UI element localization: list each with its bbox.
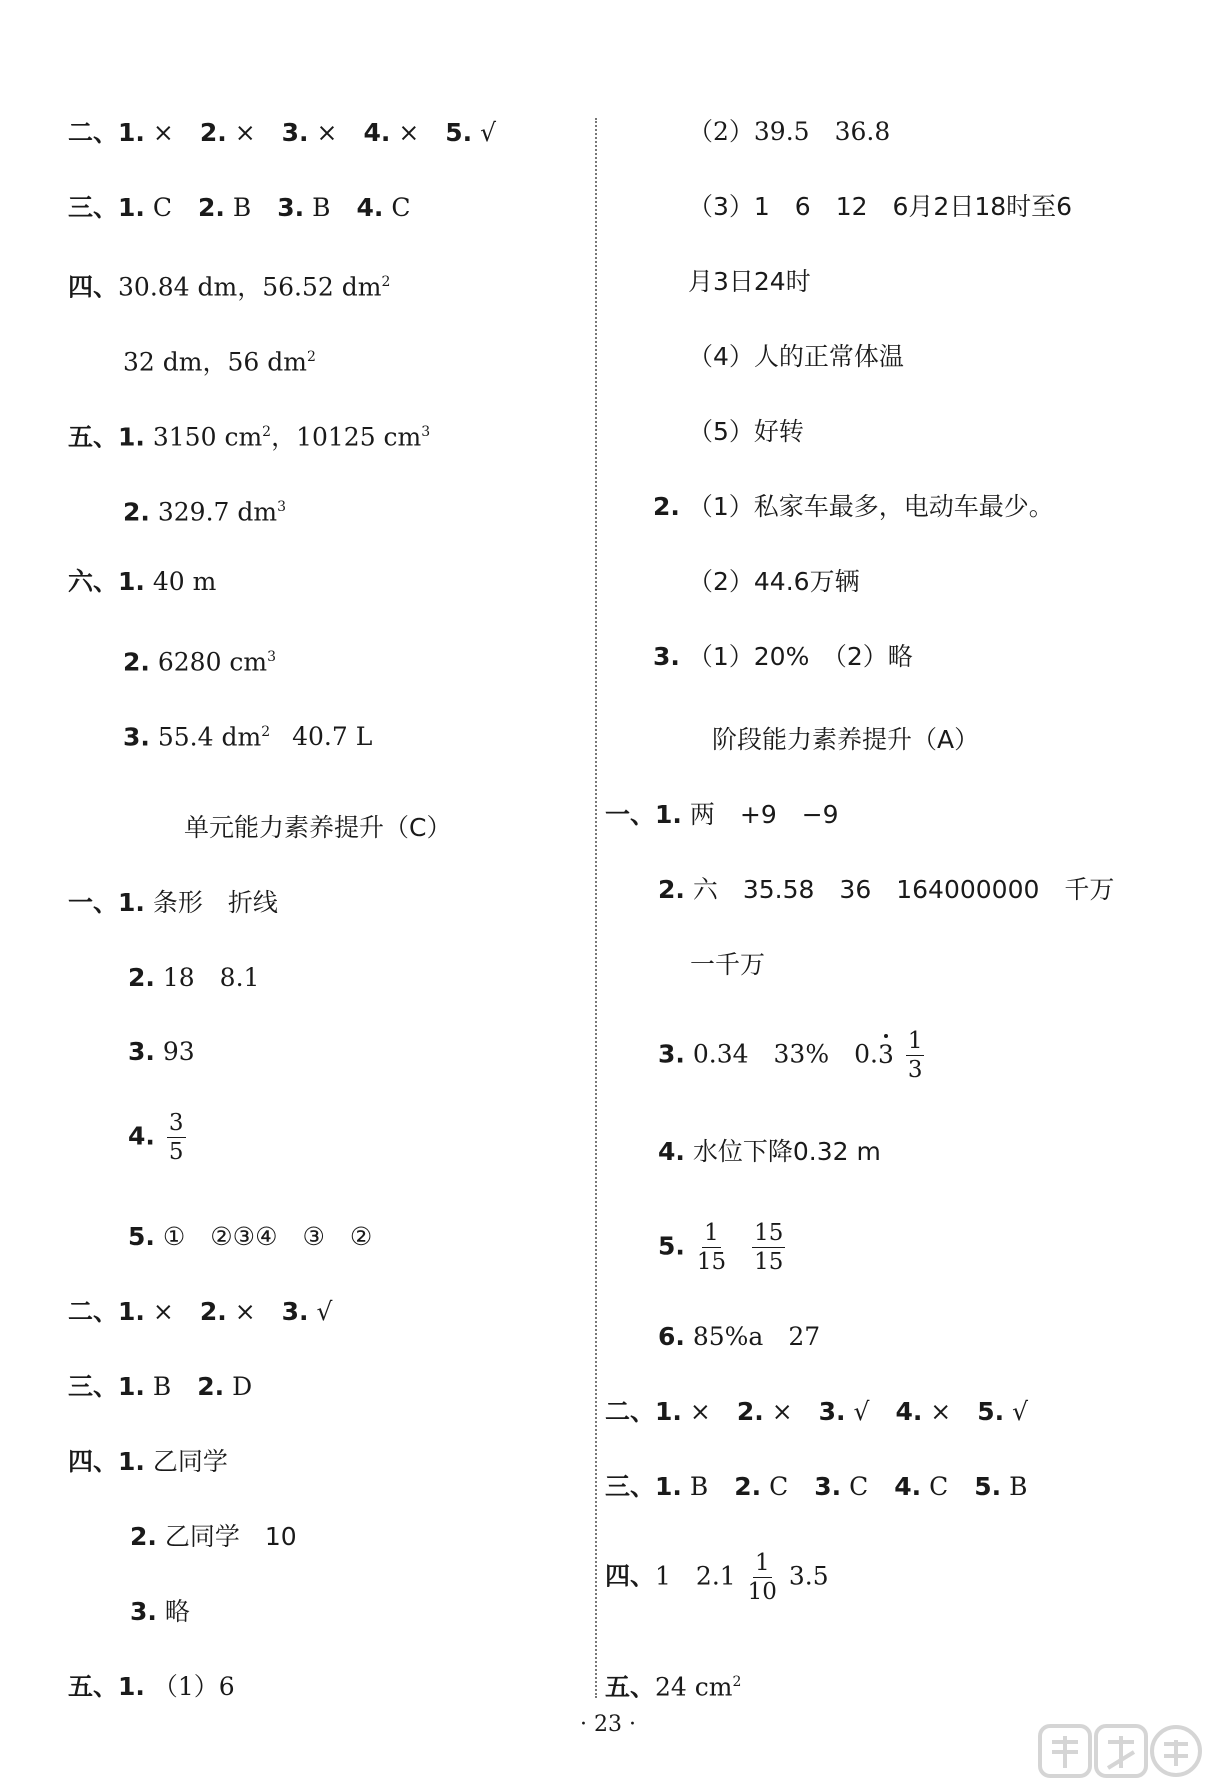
right-row-11: 一千万 <box>690 950 766 979</box>
section-marker: 二、 <box>68 118 119 147</box>
page-number: · 23 · <box>580 1712 636 1737</box>
repeating-decimal-digit: 3 <box>877 1039 894 1069</box>
left-row-17: 四、1. 乙同学 <box>68 1447 228 1476</box>
left-row-7: 六、1. 40 m <box>68 567 217 596</box>
left-row-15: 二、1. × 2. × 3. √ <box>68 1297 333 1326</box>
right-row-12: 3. 0.34 33% 0.3 $\frac{1}{3}$ <box>658 1028 923 1083</box>
left-row-8: 2. 6280 $cm^3$ <box>123 647 277 677</box>
right-row-14: 5. $\frac{1}{15}$ $\frac{15}{15}$ <box>658 1220 784 1275</box>
left-row-6: 2. 329.7 $dm^3$ <box>123 497 287 527</box>
right-row-9: 一、1. 两 +9 −9 <box>605 800 839 829</box>
left-row-13: 4. $\frac{3}{5}$ <box>128 1110 184 1165</box>
right-row-8: 3. （1）20% （2）略 <box>653 642 913 671</box>
left-row-20: 五、1. （1）6 <box>68 1672 235 1701</box>
left-row-2: 三、1. C 2. B 3. B 4. C <box>68 193 411 222</box>
left-row-9: 3. 55.4 $dm^2$ 40.7 L <box>123 722 373 752</box>
left-row-19: 3. 略 <box>130 1597 190 1626</box>
right-row-18: 四、1 2.1 $\frac{1}{10}$ 3.5 <box>605 1550 829 1605</box>
right-row-17: 三、1. B 2. C 3. C 4. C 5. B <box>605 1472 1028 1501</box>
right-row-1: （2）39.5 36.8 <box>688 117 891 146</box>
left-row-18: 2. 乙同学 10 <box>130 1522 297 1551</box>
left-row-14: 5. ① ②③④ ③ ② <box>128 1222 373 1251</box>
right-row-19: 五、24 $cm^2$ <box>605 1672 742 1702</box>
fraction: $\frac{3}{5}$ <box>168 1110 184 1165</box>
right-row-6: 2. （1）私家车最多，电动车最少。 <box>653 492 1054 521</box>
left-row-11: 2. 18 8.1 <box>128 963 260 992</box>
right-row-5: （5）好转 <box>688 417 804 446</box>
right-row-3: 月3日24时 <box>688 267 811 296</box>
left-row-5: 五、1. 3150 $cm^2$，10125 $cm^3$ <box>68 422 431 452</box>
section-heading-stage-a: 阶段能力素养提升（A） <box>712 725 980 754</box>
fraction: $\frac{1}{15}$ <box>696 1220 727 1275</box>
left-row-4: 32 dm，56 $dm^2$ <box>123 347 316 377</box>
right-row-10: 2. 六 35.58 36 164000000 千万 <box>658 875 1115 904</box>
section-heading-unit-c: 单元能力素养提升（C） <box>184 813 452 842</box>
fraction: $\frac{1}{10}$ <box>747 1550 777 1605</box>
left-row-16: 三、1. B 2. D <box>68 1372 253 1401</box>
left-row-1: 二、1. × 2. × 3. × 4. × 5. √ <box>68 118 497 147</box>
right-row-4: （4）人的正常体温 <box>688 342 904 371</box>
right-row-7: （2）44.6万辆 <box>688 567 860 596</box>
right-row-2: （3）1 6 12 6月2日18时至6 <box>688 192 1073 221</box>
left-row-12: 3. 93 <box>128 1037 195 1066</box>
left-row-3: 四、30.84 dm，56.52 $dm^2$ <box>68 272 391 302</box>
fraction: $\frac{15}{15}$ <box>754 1220 784 1275</box>
right-row-13: 4. 水位下降0.32 m <box>658 1137 881 1166</box>
fraction: $\frac{1}{3}$ <box>907 1028 923 1083</box>
right-row-15: 6. 85%a 27 <box>658 1322 821 1351</box>
right-row-16: 二、1. × 2. × 3. √ 4. × 5. √ <box>605 1397 1029 1426</box>
watermark-logo-icon <box>1036 1722 1206 1784</box>
column-divider <box>595 118 597 1698</box>
left-row-10: 一、1. 条形 折线 <box>68 888 278 917</box>
